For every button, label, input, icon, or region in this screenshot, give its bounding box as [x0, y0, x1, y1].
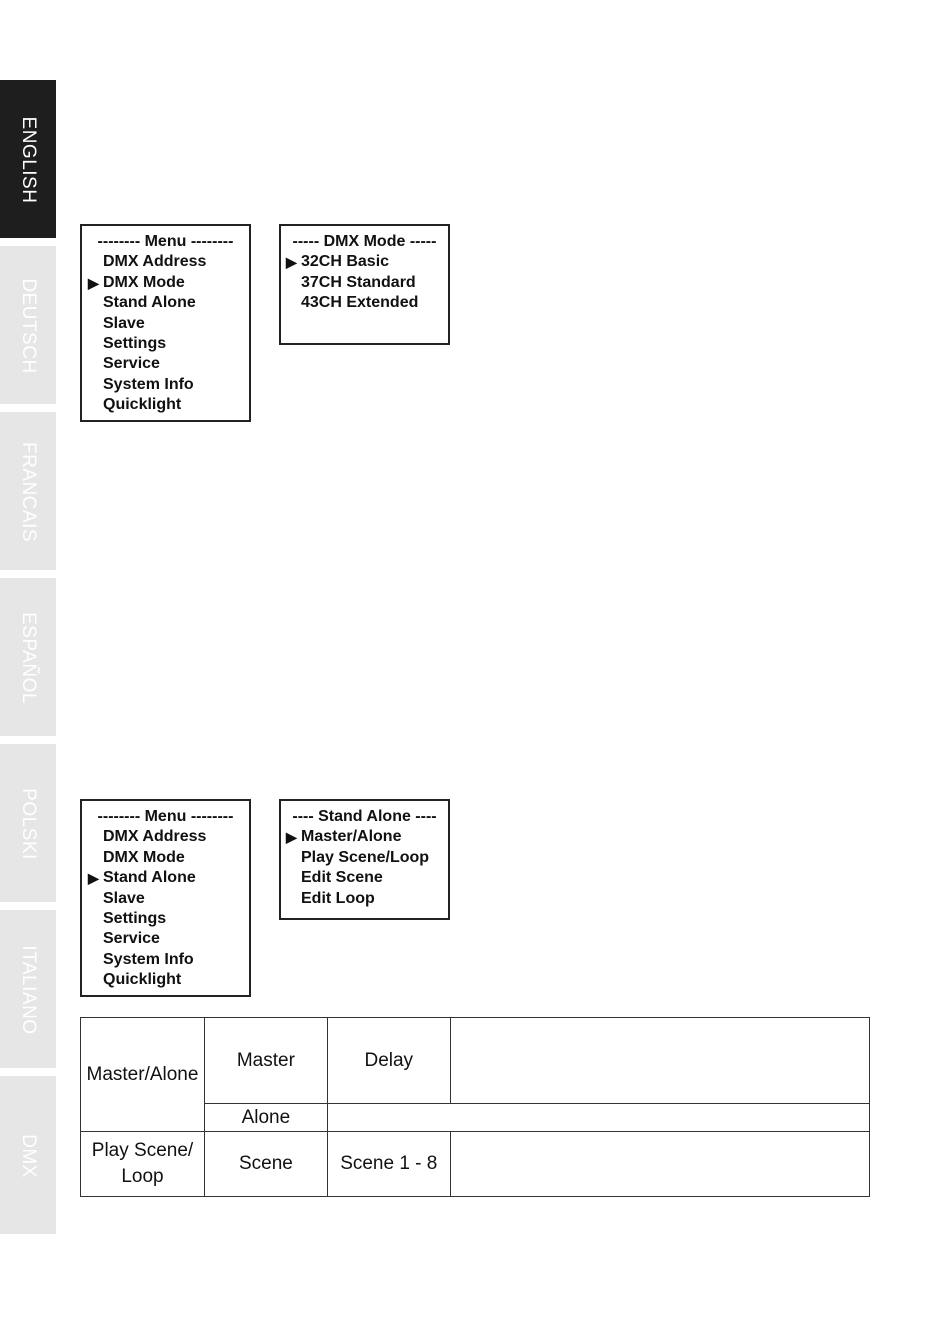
menu-item-quicklight — [82, 395, 249, 415]
lang-tab-label: DMX — [18, 1134, 39, 1178]
lang-tab-label: POLSKI — [18, 788, 39, 860]
lang-tab-english[interactable] — [0, 80, 56, 238]
menu-item-label: Slave — [103, 889, 145, 907]
menu-list — [281, 252, 448, 313]
menu-item-label: Service — [103, 355, 160, 373]
menu-item-label: System Info — [103, 375, 194, 393]
menu-list — [82, 252, 249, 415]
menu-item-label: Stand Alone — [103, 869, 196, 887]
table-cell-delay: Delay — [327, 1018, 450, 1104]
table-cell-master: Master — [204, 1018, 327, 1104]
menu-item-label: Service — [103, 930, 160, 948]
menu-item-label: 37CH Standard — [301, 273, 416, 291]
stand-alone-function-table — [80, 1017, 870, 1197]
selector-arrow-icon: ▶ — [286, 829, 297, 846]
menu-item-master-alone — [281, 827, 448, 847]
stand-alone-menu-display — [279, 799, 450, 920]
lang-tab-label: ITALIANO — [18, 945, 39, 1035]
menu-item-dmx-address — [82, 827, 249, 847]
menu-item-label: Slave — [103, 314, 145, 332]
menu-list — [82, 827, 249, 990]
lang-tab-espanol[interactable] — [0, 578, 56, 736]
menu-item-label: System Info — [103, 950, 194, 968]
menu-item-label: DMX Address — [103, 828, 207, 846]
menu-item-label: 43CH Extended — [301, 294, 419, 312]
menu-item-label: DMX Address — [103, 253, 207, 271]
menu-item-system-info — [82, 375, 249, 395]
menu-item-label: DMX Mode — [103, 273, 185, 291]
language-sidebar — [0, 80, 56, 1242]
table-cell-scene-range: Scene 1 - 8 — [327, 1132, 450, 1197]
selector-arrow-icon: ▶ — [88, 870, 99, 887]
lang-tab-polski[interactable] — [0, 744, 56, 902]
lang-tab-dmx[interactable] — [0, 1076, 56, 1234]
table-cell-play-scene-loop — [81, 1132, 205, 1197]
menu-item-label: Stand Alone — [103, 294, 196, 312]
menu-item-slave — [82, 889, 249, 909]
menu-item-quicklight — [82, 970, 249, 990]
menu-item-system-info — [82, 950, 249, 970]
menu-item-32ch-basic — [281, 252, 448, 272]
menu-item-stand-alone — [82, 293, 249, 313]
menu-item-edit-loop — [281, 889, 448, 909]
menu-item-dmx-mode — [82, 273, 249, 293]
lang-tab-deutsch[interactable] — [0, 246, 56, 404]
menu-item-label: DMX Mode — [103, 848, 185, 866]
menu-title: -------- Menu -------- — [97, 808, 234, 825]
table-cell-line: Loop — [121, 1166, 164, 1187]
lang-tab-label: FRANCAIS — [18, 441, 39, 543]
menu-item-37ch-standard — [281, 273, 448, 293]
menu-item-label: 32CH Basic — [301, 253, 390, 271]
menu-item-label: Edit Scene — [301, 869, 383, 887]
menu-item-label: Quicklight — [103, 971, 182, 989]
selector-arrow-icon: ▶ — [286, 254, 297, 271]
table-cell-master-alone: Master/Alone — [81, 1018, 205, 1132]
menu-item-play-scene-loop — [281, 848, 448, 868]
lang-tab-label: ENGLISH — [18, 116, 39, 204]
menu-item-service — [82, 929, 249, 949]
table-row — [81, 1132, 870, 1197]
menu-item-label: Settings — [103, 910, 167, 928]
selector-arrow-icon: ▶ — [88, 274, 99, 291]
lang-tab-label: DEUTSCH — [18, 278, 39, 374]
menu-list — [281, 827, 448, 909]
menu-title: ----- DMX Mode ----- — [292, 233, 437, 250]
menu-item-43ch-extended — [281, 293, 448, 313]
table-cell-line: Play Scene/ — [91, 1140, 194, 1161]
table-cell-alone: Alone — [204, 1104, 327, 1132]
menu-item-label: Settings — [103, 335, 167, 353]
table-cell-scene: Scene — [204, 1132, 327, 1197]
menu-item-service — [82, 354, 249, 374]
table-cell-empty — [450, 1132, 869, 1197]
menu-item-dmx-mode — [82, 848, 249, 868]
menu-title: ---- Stand Alone ---- — [292, 808, 437, 825]
menu-item-label: Play Scene/Loop — [301, 848, 430, 866]
menu-item-settings — [82, 334, 249, 354]
menu-item-edit-scene — [281, 868, 448, 888]
menu-item-dmx-address — [82, 252, 249, 272]
lang-tab-italiano[interactable] — [0, 910, 56, 1068]
menu-item-label: Quicklight — [103, 396, 182, 414]
table-row — [81, 1018, 870, 1104]
dmx-mode-menu-display — [279, 224, 450, 345]
menu-item-slave — [82, 314, 249, 334]
menu-item-label: Master/Alone — [301, 828, 402, 846]
menu-item-settings — [82, 909, 249, 929]
main-menu-display-dmx-mode — [80, 224, 251, 422]
menu-item-label: Edit Loop — [301, 889, 375, 907]
menu-title: -------- Menu -------- — [97, 233, 234, 250]
lang-tab-label: ESPAÑOL — [18, 612, 39, 704]
main-menu-display-stand-alone — [80, 799, 251, 997]
lang-tab-francais[interactable] — [0, 412, 56, 570]
menu-item-stand-alone — [82, 868, 249, 888]
table-cell-empty — [327, 1104, 869, 1132]
table-cell-empty — [450, 1018, 869, 1104]
